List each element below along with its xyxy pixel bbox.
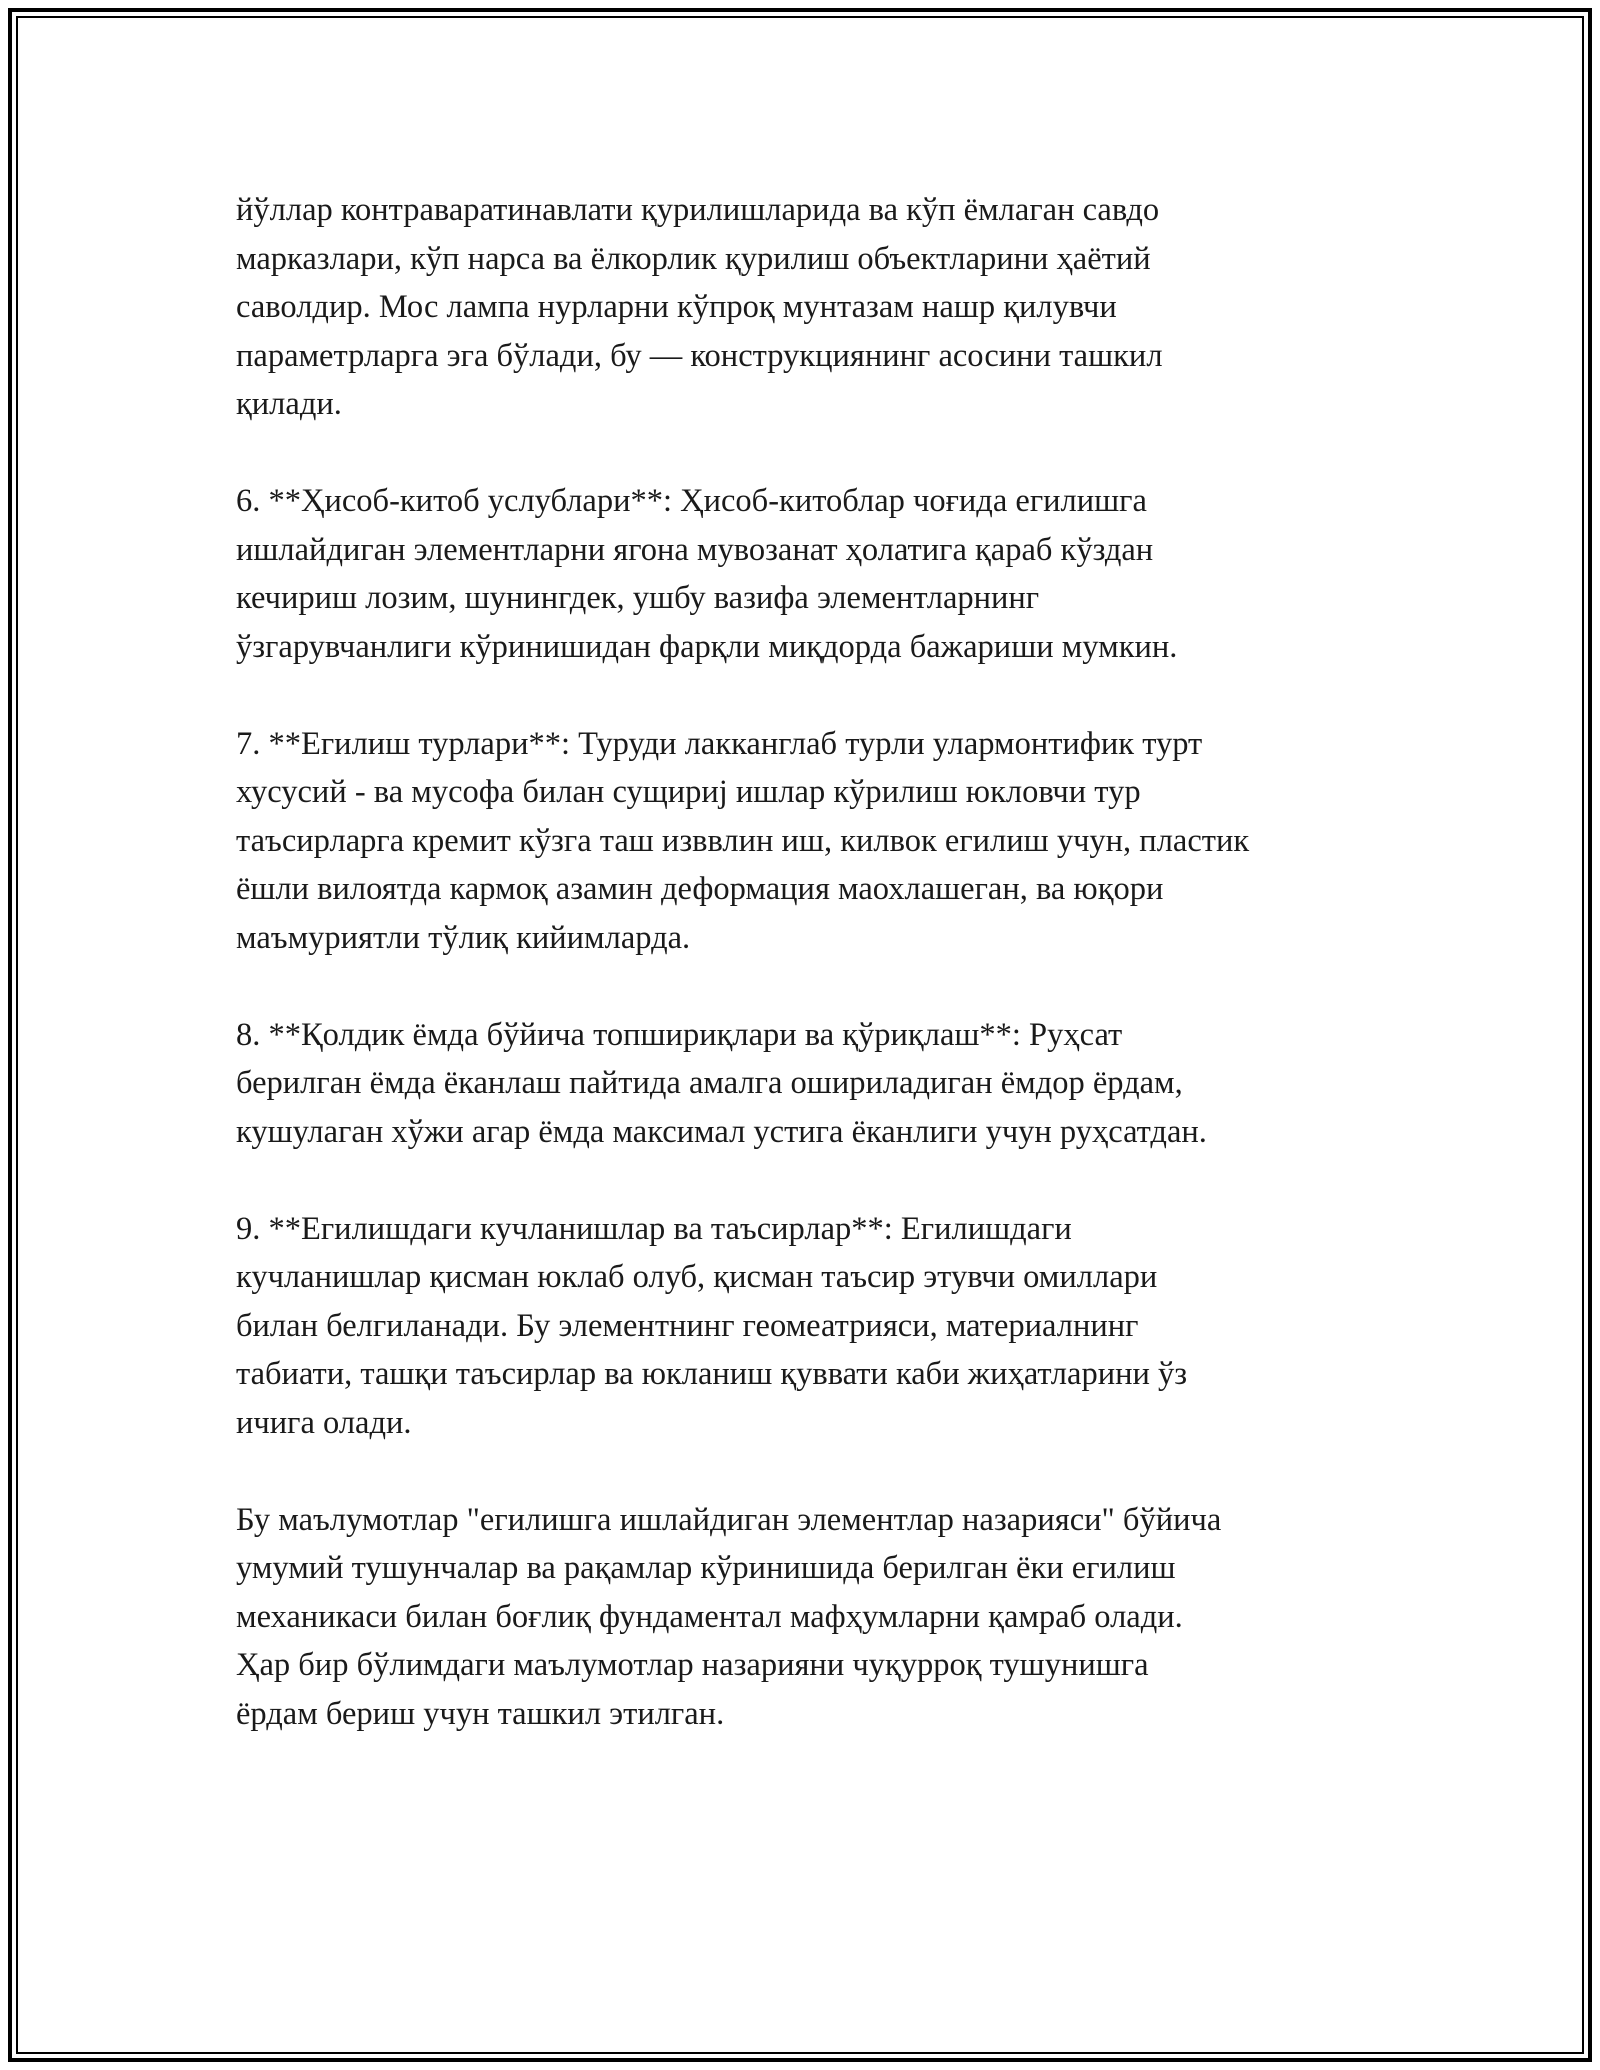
text-line: йўллар контраваратинавлати қурилишларида ва кўп ёмлаган савдо xyxy=(236,192,1160,228)
text-line: кушулаган хўжи агар ёмда максимал устига ёканлиги учун руҳсатдан. xyxy=(236,1113,1207,1150)
text-line: ёрдам бериш учун ташкил этилган. xyxy=(236,1695,725,1732)
text-line: 6. **Ҳисоб-китоб услублари**: Ҳисоб-китоблар чоғида егилишга xyxy=(236,483,1147,519)
text-line: табиати, ташқи таъсирлар ва юкланиш қуввати каби жиҳатларини ўз xyxy=(236,1356,1188,1392)
paragraph-item-8 xyxy=(236,1011,1396,1157)
text-line: 7. **Егилиш турлари**: Туруди лакканглаб турли улармонтифик турт xyxy=(236,725,1203,762)
text-line: марказлари, кўп нарса ва ёлкорлик қурилиш объектларини ҳаётий xyxy=(236,240,1151,277)
text-line: ичига олади. xyxy=(236,1404,412,1441)
text-line: берилган ёмда ёканлаш пайтида амалга ошириладиган ёмдор ёрдам, xyxy=(236,1065,1183,1101)
text-line: механикаси билан боғлиқ фундаментал мафҳумларни қамраб олади. xyxy=(236,1598,1183,1635)
text-line: таъсирларга кремит кўзга таш изввлин иш, килвок егилиш учун, пластик xyxy=(236,822,1250,859)
text-line: Ҳар бир бўлимдаги маълумотлар назарияни чуқурроқ тушунишга xyxy=(236,1647,1149,1683)
text-line: Бу маълумотлар "егилишга ишлайдиган элементлар назарияси" бўйича xyxy=(236,1501,1222,1538)
paragraph-item-7 xyxy=(236,720,1396,963)
text-line: 8. **Қолдик ёмда бўйича топшириқлари ва қўриқлаш**: Руҳсат xyxy=(236,1016,1123,1053)
text-line: умумий тушунчалар ва рақамлар кўринишида берилган ёки егилиш xyxy=(236,1550,1176,1586)
text-line: 9. **Егилишдаги кучланишлар ва таъсирлар**: Егилишдаги xyxy=(236,1210,1072,1247)
text-line: параметрларга эга бўлади, бу — конструкциянинг асосини ташкил xyxy=(236,337,1163,374)
text-line: ўзгарувчанлиги кўринишидан фарқли миқдорда бажариши мумкин. xyxy=(236,628,1178,665)
text-line: ишлайдиган элементларни ягона мувозанат ҳолатига қараб кўздан xyxy=(236,531,1154,568)
document-body xyxy=(236,186,1396,1787)
text-line: саволдир. Мос лампа нурларни кўпроқ мунтазам нашр қилувчи xyxy=(236,289,1117,325)
paragraph-conclusion xyxy=(236,1496,1396,1739)
paragraph-intro-continued xyxy=(236,186,1396,429)
text-line: ёшли вилоятда кармоқ азамин деформация маохлашеган, ва юқори xyxy=(236,871,1164,907)
text-line: кечириш лозим, шунингдек, ушбу вазифа элементларнинг xyxy=(236,580,1040,616)
text-line: кучланишлар қисман юклаб олуб, қисман таъсир этувчи омиллари xyxy=(236,1259,1158,1295)
paragraph-item-9 xyxy=(236,1205,1396,1448)
text-line: билан белгиланади. Бу элементнинг геомеатрияси, материалнинг xyxy=(236,1307,1139,1344)
text-line: қилади. xyxy=(236,386,342,422)
text-line: хусусий - ва мусофа билан сущириј ишлар кўрилиш юкловчи тур xyxy=(236,774,1141,810)
paragraph-item-6 xyxy=(236,477,1396,671)
text-line: маъмуриятли тўлиқ кийимларда. xyxy=(236,919,691,956)
